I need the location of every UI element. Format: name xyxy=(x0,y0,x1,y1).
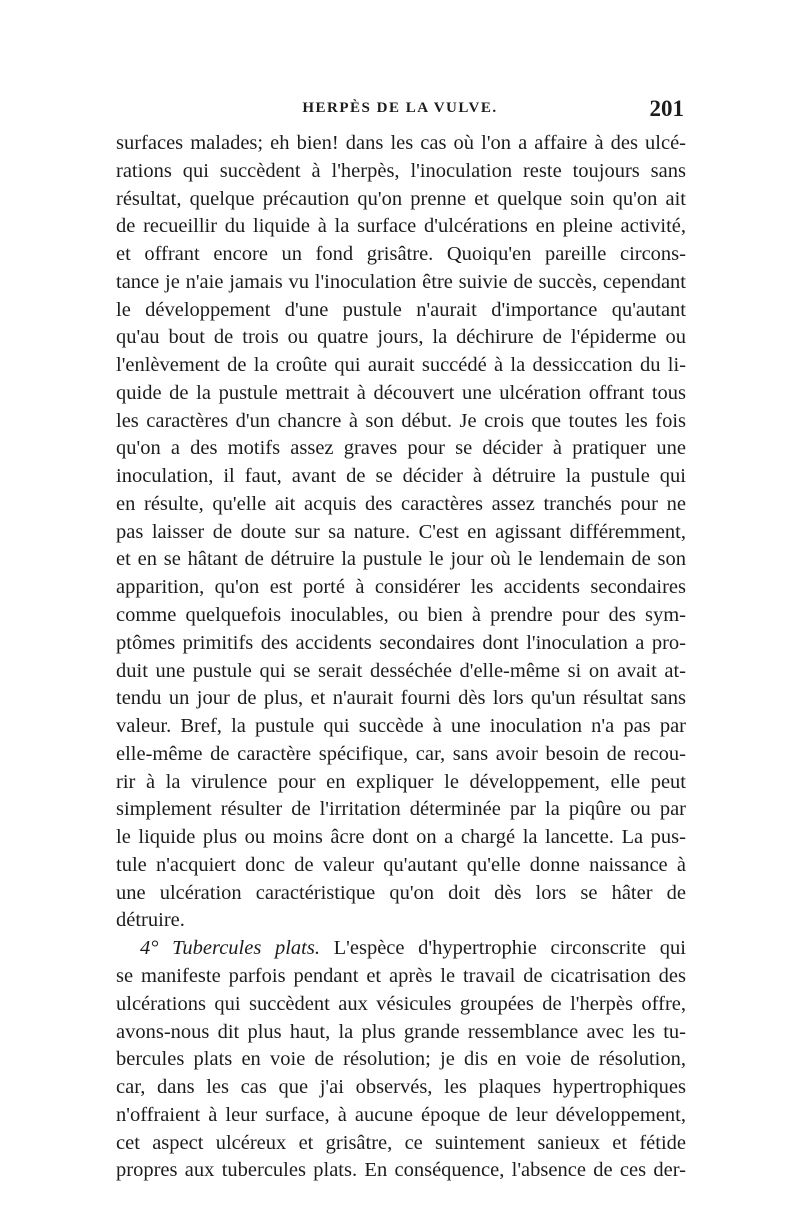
text-line: valeur. Bref, la pustule qui succède à une inoculation n'a pas par xyxy=(116,715,686,738)
text-line: et en se hâtant de détruire la pustule le jour où le lendemain de son xyxy=(116,548,686,571)
text-line: bercules plats en voie de résolution; je dis en voie de résolution, xyxy=(116,1048,686,1071)
text-line: tendu un jour de plus, et n'aurait fourni dès lors qu'un résultat sans xyxy=(116,687,686,710)
text-line: rir à la virulence pour en expliquer le développement, elle peut xyxy=(116,770,686,793)
text-line: duit une pustule qui se serait desséchée d'elle-même si on avait at- xyxy=(116,659,686,682)
text-line: cet aspect ulcéreux et grisâtre, ce suintement sanieux et fétide xyxy=(116,1131,686,1154)
text-line: tance je n'aie jamais vu l'inoculation être suivie de succès, cependant xyxy=(116,270,686,293)
text-line: simplement résulter de l'irritation déterminée par la piqûre ou par xyxy=(116,798,686,821)
section-title: 4° Tubercules plats. xyxy=(140,937,320,960)
text-line: pas laisser de doute sur sa nature. C'est en agissant différemment, xyxy=(116,520,686,543)
running-title: HERPÈS DE LA VULVE. xyxy=(302,100,498,116)
text-line: n'offraient à leur surface, à aucune époque de leur développement, xyxy=(116,1103,686,1126)
text-line: quide de la pustule mettrait à découvert une ulcération offrant tous xyxy=(116,381,686,404)
text-line: surfaces malades; eh bien! dans les cas où l'on a affaire à des ulcé- xyxy=(116,132,686,154)
text-line: car, dans les cas que j'ai observés, les plaques hypertrophiques xyxy=(116,1076,686,1099)
paragraph-tubercules-plats xyxy=(116,963,686,1185)
text-line: elle-même de caractère spécifique, car, sans avoir besoin de recou- xyxy=(116,742,686,765)
text-line: résultat, quelque précaution qu'on prenne et quelque soin qu'on ait xyxy=(116,187,686,210)
text-line: le liquide plus ou moins âcre dont on a chargé la lancette. La pus- xyxy=(116,826,686,849)
text-line: les caractères d'un chancre à son début. Je crois que toutes les fois xyxy=(116,409,686,432)
text-line: ulcérations qui succèdent aux vésicules groupées de l'herpès offre, xyxy=(116,992,686,1015)
text-line: avons-nous dit plus haut, la plus grande ressemblance avec les tu- xyxy=(116,1020,686,1043)
text-line: se manifeste parfois pendant et après le travail de cicatrisation des xyxy=(116,964,686,987)
text-line: de recueillir du liquide à la surface d'ulcérations en pleine activité, xyxy=(116,215,686,238)
text-line: qu'on a des motifs assez graves pour se décider à pratiquer une xyxy=(116,437,686,460)
text-line: l'enlèvement de la croûte qui aurait succédé à la dessiccation du li- xyxy=(116,354,686,377)
text-line: détruire. xyxy=(116,909,185,932)
section-heading-line xyxy=(116,935,686,963)
text-line: une ulcération caractéristique qu'on doit dès lors se hâter de xyxy=(116,881,686,904)
text-line: comme quelquefois inoculables, ou bien à prendre pour des sym- xyxy=(116,604,686,627)
text-line: tule n'acquiert donc de valeur qu'autant qu'elle donne naissance à xyxy=(116,853,686,876)
body-text xyxy=(116,130,686,1185)
text-line: rations qui succèdent à l'herpès, l'inoculation reste toujours sans xyxy=(116,159,686,182)
page-number: 201 xyxy=(649,96,684,121)
text-line: inoculation, il faut, avant de se décider à détruire la pustule qui xyxy=(116,465,686,488)
page-header xyxy=(116,96,684,126)
text-line: apparition, qu'on est porté à considérer les accidents secondaires xyxy=(116,576,686,599)
text-line: propres aux tubercules plats. En conséquence, l'absence de ces der- xyxy=(116,1159,686,1182)
text-line: qu'au bout de trois ou quatre jours, la déchirure de l'épiderme ou xyxy=(116,326,686,349)
text-line: en résulte, qu'elle ait acquis des caractères assez tranchés pour ne xyxy=(116,492,686,515)
paragraph-inoculation xyxy=(116,130,686,935)
text-line: le développement d'une pustule n'aurait d'importance qu'autant xyxy=(116,298,686,321)
text-line: et offrant encore un fond grisâtre. Quoiqu'en pareille circons- xyxy=(116,243,686,266)
text-line: ptômes primitifs des accidents secondaires dont l'inoculation a pro- xyxy=(116,631,686,654)
section-first-line: L'espèce d'hypertrophie circonscrite qui xyxy=(319,937,686,960)
